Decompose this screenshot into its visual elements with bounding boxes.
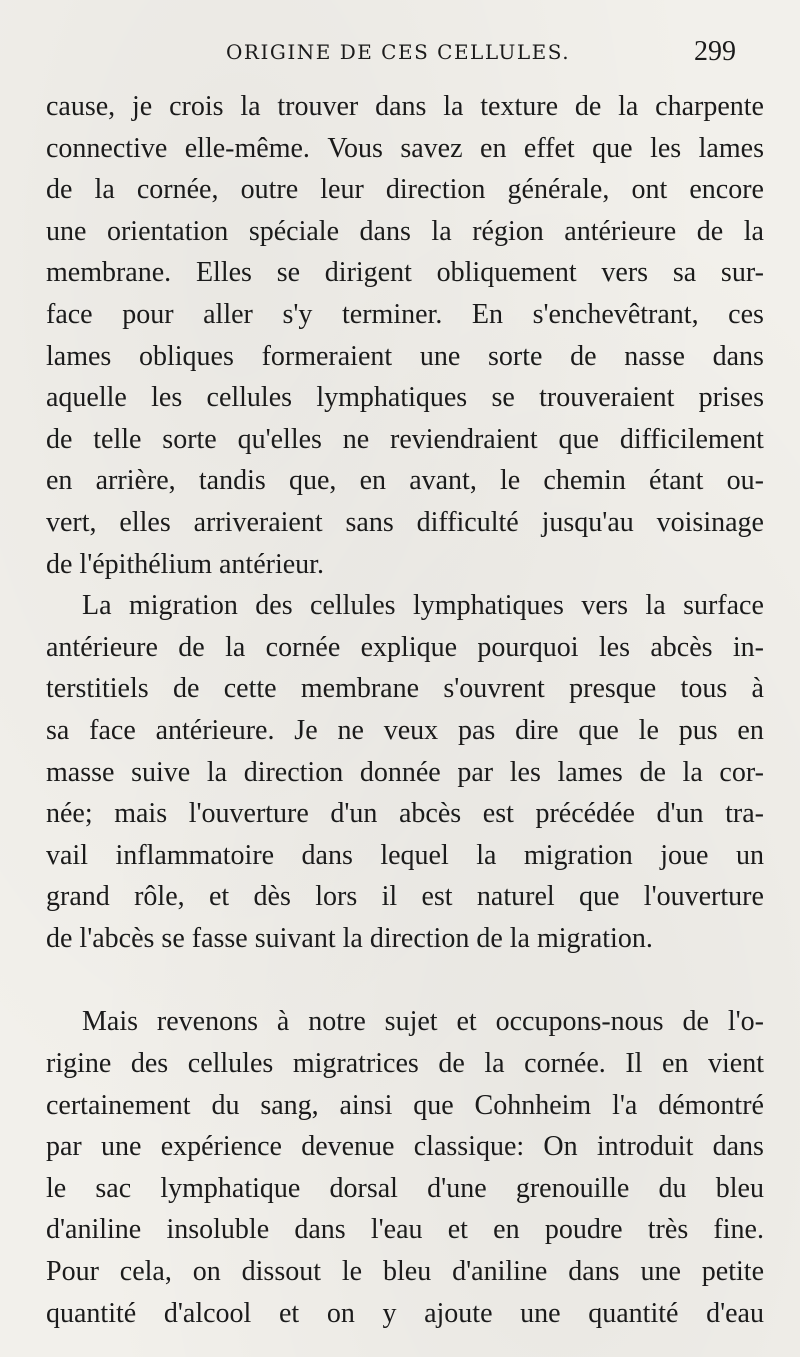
text-line <box>46 419 764 461</box>
text-line <box>46 1209 764 1251</box>
word: en <box>737 714 764 746</box>
word: en <box>359 465 386 497</box>
word: que <box>413 1089 454 1121</box>
word: introduit <box>596 1131 694 1163</box>
word: une <box>520 1297 561 1329</box>
text-line: de l'abcès se fasse suivant la direction de la migration. <box>46 922 653 954</box>
word: jusqu'au <box>541 506 634 538</box>
text-line <box>46 793 764 835</box>
word: la <box>682 756 703 788</box>
word: de <box>172 673 200 705</box>
word: s'enchevêtrant, <box>532 298 699 330</box>
word: Elles <box>195 257 252 289</box>
word: la <box>743 215 764 247</box>
word: Mais <box>82 1006 138 1038</box>
word: inflammatoire <box>115 839 275 871</box>
word: dans <box>568 1256 620 1288</box>
word: que <box>578 714 619 746</box>
word: on <box>192 1256 221 1288</box>
body-text <box>46 86 764 1334</box>
word: migratrices <box>292 1048 419 1080</box>
word: lymphatiques <box>413 590 564 622</box>
text-line <box>46 752 764 794</box>
word: d'aniline <box>46 1214 142 1246</box>
text-line <box>46 668 764 710</box>
word: le <box>638 714 659 746</box>
word: ne <box>342 423 370 455</box>
word: est <box>482 798 514 830</box>
word: sa <box>46 714 70 746</box>
word: La <box>82 590 112 622</box>
word: texture <box>480 91 559 122</box>
word: la <box>431 215 452 247</box>
word: de <box>46 423 73 455</box>
word: mais <box>114 798 168 830</box>
word: cause, <box>46 91 116 122</box>
word: membrane <box>300 673 420 705</box>
word: de <box>570 340 597 372</box>
word: vers <box>581 590 628 622</box>
word: occupons-nous <box>495 1006 664 1038</box>
word: une <box>46 215 87 247</box>
text-line <box>46 252 764 294</box>
word: revenons <box>156 1006 258 1038</box>
text-line <box>46 502 764 544</box>
word: sujet <box>384 1006 438 1038</box>
paragraph-gap <box>46 959 764 1001</box>
word: d'un <box>330 798 378 830</box>
word: Il <box>625 1048 643 1080</box>
word: s'y <box>282 298 313 330</box>
word: En <box>471 298 504 330</box>
word: cor- <box>719 756 764 788</box>
word: d'aniline <box>452 1256 548 1288</box>
word: direction <box>385 174 486 206</box>
word: sa <box>672 257 697 289</box>
word: migration <box>523 839 633 871</box>
word: joue <box>660 839 709 871</box>
word: ou- <box>726 465 764 497</box>
word: direction <box>243 756 344 788</box>
word: lors <box>315 881 358 913</box>
word: poudre <box>544 1214 623 1246</box>
word: étant <box>649 465 704 497</box>
word: que <box>579 881 620 913</box>
word: la <box>618 91 639 122</box>
word: antérieure <box>564 215 677 247</box>
word: dans <box>712 340 764 372</box>
word: membrane. <box>46 257 172 289</box>
word: savez <box>400 132 463 164</box>
word: des <box>255 590 293 622</box>
word: à <box>276 1006 290 1038</box>
word: que <box>592 132 633 164</box>
word: de <box>178 631 205 663</box>
word: les <box>151 382 183 414</box>
word: rigine <box>46 1048 112 1080</box>
word: l'eau <box>370 1214 423 1246</box>
text-line <box>46 1168 764 1210</box>
word: presque <box>569 673 657 705</box>
word: à <box>751 673 764 705</box>
word: vail <box>46 839 88 871</box>
word: migration <box>128 590 238 622</box>
word: aquelle <box>46 382 127 414</box>
text-line <box>46 86 764 128</box>
word: dès <box>253 881 291 913</box>
word: d'un <box>656 798 704 830</box>
word: cela, <box>119 1256 172 1288</box>
text-line <box>46 585 764 627</box>
word: arrière, <box>95 465 176 497</box>
text-line <box>46 128 764 170</box>
word: fine. <box>713 1214 764 1246</box>
word: le <box>500 465 521 497</box>
word: cornée, <box>136 174 219 206</box>
word: une <box>419 340 461 372</box>
word: antérieure <box>46 631 158 663</box>
word: notre <box>308 1006 366 1038</box>
word: lames <box>698 132 764 164</box>
word: une <box>101 1131 142 1163</box>
word: se <box>276 257 301 289</box>
word: aller <box>203 298 253 330</box>
word: en <box>662 1048 689 1080</box>
word: explique <box>360 631 458 663</box>
text-line <box>46 169 764 211</box>
word: tandis <box>198 465 266 497</box>
text-line <box>46 1293 764 1335</box>
word: leur <box>320 174 364 206</box>
word: obliquement <box>436 257 577 289</box>
word: en <box>46 465 73 497</box>
text-line <box>46 1085 764 1127</box>
word: certainement <box>46 1089 191 1121</box>
word: naturel <box>476 881 555 913</box>
word: les <box>650 132 682 164</box>
word: sac <box>95 1172 132 1204</box>
text-line <box>46 876 764 918</box>
word: le <box>46 1172 67 1204</box>
word: spéciale <box>248 215 339 247</box>
word: face <box>89 714 136 746</box>
word: d'eau <box>706 1297 764 1329</box>
word: suive <box>131 756 191 788</box>
text-line <box>46 294 764 336</box>
word: rôle, <box>134 881 185 913</box>
word: de <box>696 215 724 247</box>
word: charpente <box>655 91 764 122</box>
word: le <box>341 1256 363 1288</box>
word: des <box>130 1048 169 1080</box>
word: formeraient <box>261 340 393 372</box>
word: il <box>381 881 398 913</box>
text-line <box>46 835 764 877</box>
word: la <box>206 756 228 788</box>
word: ne <box>337 714 364 746</box>
text-line <box>46 1251 764 1293</box>
word: en <box>480 132 507 164</box>
word: la <box>484 1048 505 1080</box>
word: la <box>443 91 464 122</box>
word: reviendraient <box>390 423 538 455</box>
word: dans <box>375 91 427 122</box>
word: l'o- <box>727 1006 764 1038</box>
word: vers <box>601 257 649 289</box>
word: est <box>421 881 453 913</box>
page-header <box>0 36 800 70</box>
word: et <box>208 881 230 913</box>
word: la <box>94 174 115 206</box>
word: lames <box>46 340 112 372</box>
word: quantité <box>588 1297 679 1329</box>
word: elles <box>119 506 171 538</box>
word: petite <box>701 1256 764 1288</box>
word: lymphatique <box>160 1172 301 1204</box>
word: dans <box>712 1131 764 1163</box>
word: cellules <box>310 590 396 622</box>
word: ajoute <box>424 1297 493 1329</box>
word: bleu <box>383 1256 432 1288</box>
word: que <box>558 423 599 455</box>
word: crois <box>169 91 224 122</box>
word: dirigent <box>324 257 412 289</box>
word: née; <box>46 798 93 830</box>
word: l'a <box>612 1089 638 1121</box>
word: y <box>382 1297 397 1329</box>
word: cornée <box>265 631 341 663</box>
paragraph-2 <box>46 585 764 959</box>
word: surface <box>683 590 764 622</box>
word: avant, <box>409 465 477 497</box>
word: la <box>476 839 497 871</box>
word: un <box>735 839 764 871</box>
word: on <box>326 1297 355 1329</box>
word: arriveraient <box>193 506 323 538</box>
text-line <box>46 460 764 502</box>
word: difficilement <box>619 423 764 455</box>
word: orientation <box>106 215 229 247</box>
word: l'ouverture <box>188 798 309 830</box>
word: l'ouverture <box>643 881 764 913</box>
word: Cohnheim <box>474 1089 592 1121</box>
word: effet <box>523 132 575 164</box>
word: dorsal <box>329 1172 398 1204</box>
word: lames <box>557 756 623 788</box>
word: se <box>491 382 515 414</box>
word: Pour <box>46 1256 99 1288</box>
word: je <box>132 91 153 122</box>
word: que, <box>288 465 337 497</box>
word: dans <box>301 839 353 871</box>
word: une <box>640 1256 681 1288</box>
text-line <box>46 211 764 253</box>
word: sur- <box>720 257 764 289</box>
word: telle <box>93 423 142 455</box>
word: quantité <box>46 1297 137 1329</box>
word: expérience <box>160 1131 282 1163</box>
word: antérieure. <box>155 714 275 746</box>
word: prises <box>698 382 764 414</box>
word: Je <box>294 714 318 746</box>
word: de <box>574 91 602 122</box>
word: masse <box>46 756 115 788</box>
word: vient <box>708 1048 764 1080</box>
word: sorte <box>487 340 543 372</box>
paragraph-3 <box>46 1001 764 1334</box>
text-line <box>46 1001 764 1043</box>
word: donnée <box>359 756 441 788</box>
word: par <box>46 1131 82 1163</box>
word: et <box>447 1214 468 1246</box>
word: lymphatiques <box>316 382 468 414</box>
word: terstitiels <box>46 673 149 705</box>
word: terminer. <box>342 298 443 330</box>
word: d'une <box>427 1172 487 1204</box>
paragraph-1 <box>46 86 764 585</box>
word: pour <box>122 298 174 330</box>
word: très <box>647 1214 689 1246</box>
word: connective <box>46 132 168 164</box>
word: ces <box>728 298 764 330</box>
word: encore <box>689 174 764 206</box>
word: ont <box>631 174 668 206</box>
word: s'ouvrent <box>443 673 545 705</box>
word: outre <box>240 174 299 206</box>
word: Vous <box>327 132 383 164</box>
word: dire <box>515 714 559 746</box>
word: précédée <box>535 798 635 830</box>
word: la <box>225 631 246 663</box>
word: dans <box>294 1214 346 1246</box>
word: de <box>639 756 666 788</box>
word: classique: <box>413 1131 525 1163</box>
word: cellules <box>206 382 293 414</box>
word: de <box>46 174 73 206</box>
word: cellules <box>187 1048 274 1080</box>
word: région <box>472 215 544 247</box>
text-line <box>46 336 764 378</box>
word: voisinage <box>656 506 764 538</box>
word: du <box>211 1089 240 1121</box>
word: les <box>509 756 541 788</box>
word: sans <box>345 506 394 538</box>
word: trouveraient <box>539 382 675 414</box>
text-line <box>46 710 764 752</box>
text-line <box>46 627 764 669</box>
word: sang, <box>260 1089 319 1121</box>
word: abcès <box>399 798 462 830</box>
word: pas <box>457 714 496 746</box>
word: cette <box>223 673 277 705</box>
word: de <box>682 1006 709 1038</box>
page-number: 299 <box>694 36 736 67</box>
word: la <box>645 590 666 622</box>
word: abcès <box>650 631 713 663</box>
word: insoluble <box>166 1214 270 1246</box>
word: d'alcool <box>163 1297 252 1329</box>
word: bleu <box>715 1172 764 1204</box>
word: ainsi <box>339 1089 393 1121</box>
word: devenue <box>301 1131 395 1163</box>
word: dissout <box>241 1256 321 1288</box>
word: nasse <box>624 340 685 372</box>
word: pourquoi <box>477 631 579 663</box>
word: elle-même. <box>184 132 310 164</box>
word: cornée. <box>524 1048 606 1080</box>
word: On <box>543 1131 578 1163</box>
word: in- <box>732 631 764 663</box>
word: générale, <box>507 174 610 206</box>
text-line: de l'épithélium antérieur. <box>46 548 324 580</box>
word: veux <box>383 714 439 746</box>
word: par <box>457 756 494 788</box>
word: la <box>240 91 261 122</box>
word: face <box>46 298 93 330</box>
word: difficulté <box>416 506 519 538</box>
word: obliques <box>139 340 234 372</box>
word: les <box>598 631 630 663</box>
running-title: ORIGINE DE CES CELLULES. <box>226 40 571 64</box>
word: et <box>278 1297 300 1329</box>
word: démontré <box>658 1089 764 1121</box>
word: chemin <box>543 465 626 497</box>
word: en <box>493 1214 520 1246</box>
word: qu'elles <box>237 423 322 455</box>
word: pus <box>678 714 718 746</box>
word: grenouille <box>515 1172 630 1204</box>
text-line <box>46 1126 764 1168</box>
word: du <box>658 1172 687 1204</box>
text-line <box>46 377 764 419</box>
word: lequel <box>380 839 449 871</box>
word: de <box>438 1048 465 1080</box>
word: tous <box>680 673 728 705</box>
word: et <box>456 1006 477 1038</box>
text-line <box>46 1043 764 1085</box>
word: vert, <box>46 506 97 538</box>
word: dans <box>359 215 411 247</box>
word: tra- <box>725 798 764 830</box>
word: trouver <box>277 91 359 122</box>
word: sorte <box>162 423 217 455</box>
word: grand <box>46 881 110 913</box>
